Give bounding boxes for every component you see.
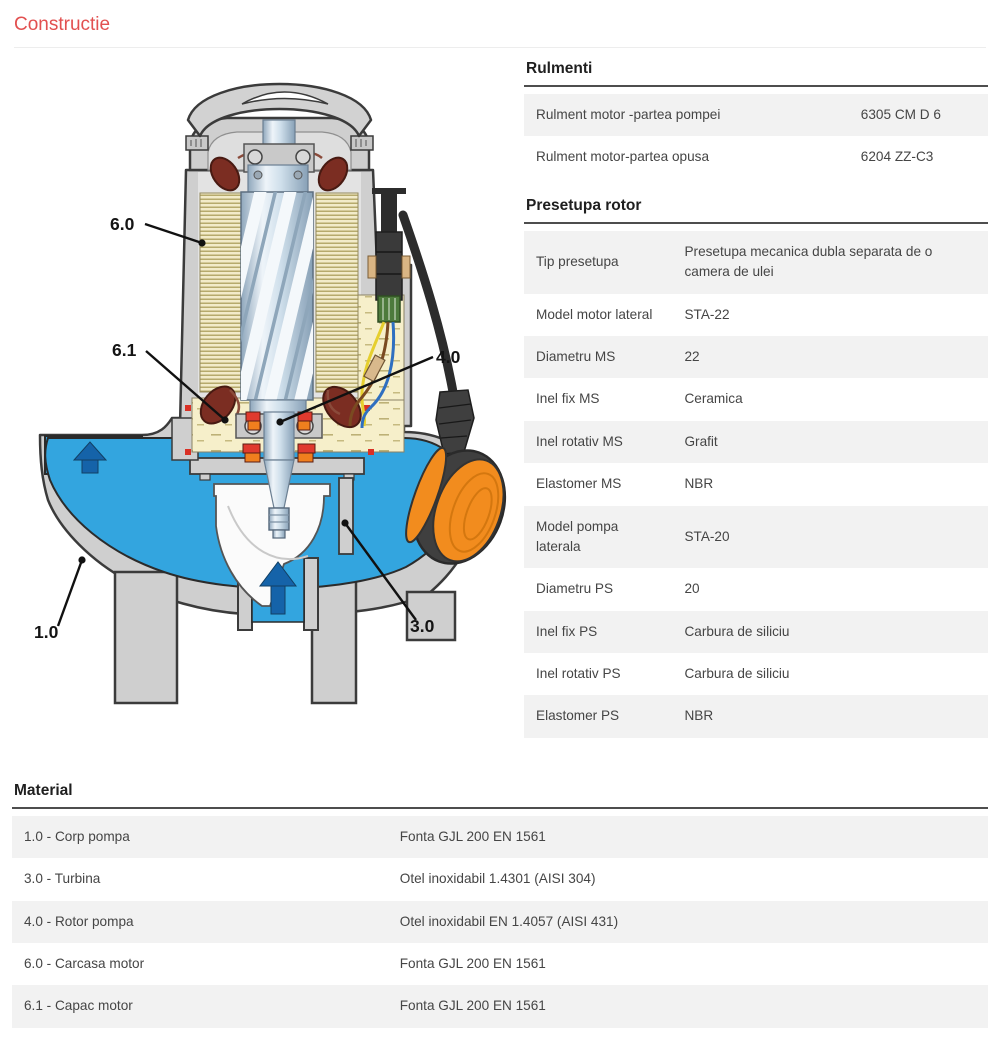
- table-row: [524, 336, 988, 378]
- part-label-6-1: 6.1: [112, 340, 137, 360]
- table-row: [524, 611, 988, 653]
- table-row: [524, 94, 988, 136]
- table-row: [524, 568, 988, 610]
- spec-label: 4.0 - Rotor pompa: [24, 913, 134, 929]
- table-row: [524, 294, 988, 336]
- spec-value: Otel inoxidabil EN 1.4057 (AISI 431): [399, 913, 619, 929]
- rulmenti-section: [524, 60, 988, 179]
- spec-label: 6.0 - Carcasa motor: [24, 956, 145, 972]
- table-row: [12, 943, 988, 985]
- pump-cross-section-diagram: [12, 60, 512, 708]
- spec-label: Model pompa laterala: [536, 518, 619, 554]
- spec-value: NBR: [684, 476, 714, 492]
- presetupa-table: [524, 231, 988, 738]
- part-label-6-0: 6.0: [110, 214, 135, 234]
- spec-value: Grafit: [684, 433, 718, 449]
- table-row: [524, 231, 988, 294]
- material-section: [12, 782, 988, 1028]
- rulmenti-title: Rulmenti: [524, 60, 988, 87]
- float-switch: [396, 215, 512, 577]
- spec-value: Presetupa mecanica dubla separata de o camera de ulei: [684, 243, 933, 280]
- spec-value: NBR: [684, 708, 714, 724]
- spec-value: Fonta GJL 200 EN 1561: [399, 828, 546, 844]
- table-row: [524, 653, 988, 695]
- spec-label: Inel rotativ PS: [536, 666, 621, 682]
- spec-tables-column: [514, 60, 988, 756]
- part-label-4-0: 4.0: [436, 347, 461, 367]
- spec-value: Carbura de siliciu: [684, 623, 790, 639]
- spec-label: Elastomer PS: [536, 708, 620, 724]
- stator-winding-left: [200, 193, 242, 392]
- spec-label: Inel fix MS: [536, 391, 600, 407]
- spec-label: Diametru MS: [536, 348, 616, 364]
- table-row: [524, 695, 988, 737]
- spec-value: Otel inoxidabil 1.4301 (AISI 304): [399, 871, 596, 887]
- table-row: [524, 378, 988, 420]
- spec-value: 6204 ZZ-C3: [860, 149, 934, 165]
- pump-diagram-container: [12, 60, 514, 756]
- spec-label: Diametru PS: [536, 581, 614, 597]
- volute-rib: [339, 478, 353, 554]
- spec-value: Fonta GJL 200 EN 1561: [399, 956, 546, 972]
- part-label-1-0: 1.0: [34, 622, 59, 642]
- table-row: [524, 506, 988, 569]
- spec-label: 3.0 - Turbina: [24, 871, 101, 887]
- cap-bolt-left: [186, 136, 208, 150]
- spec-label: Inel rotativ MS: [536, 433, 623, 449]
- spec-label: Rulment motor-partea opusa: [536, 149, 710, 165]
- spec-value: Carbura de siliciu: [684, 666, 790, 682]
- spec-label: Inel fix PS: [536, 623, 598, 639]
- spec-value: 22: [684, 348, 700, 364]
- rulmenti-table: [524, 94, 988, 179]
- spec-value: STA-22: [684, 306, 730, 322]
- spec-label: Model motor lateral: [536, 306, 653, 322]
- cap-bolt-right: [351, 136, 373, 150]
- part-label-3-0: 3.0: [410, 616, 435, 636]
- presetupa-section: [524, 197, 988, 738]
- spec-label: Elastomer MS: [536, 476, 622, 492]
- spec-label: 6.1 - Capac motor: [24, 998, 133, 1014]
- table-row: [12, 901, 988, 943]
- table-row: [524, 421, 988, 463]
- material-title: Material: [12, 782, 988, 809]
- spec-label: Rulment motor -partea pompei: [536, 107, 721, 122]
- spec-value: STA-20: [684, 528, 730, 544]
- table-row: [12, 858, 988, 900]
- material-table: [12, 816, 988, 1028]
- top-section: [12, 60, 988, 756]
- spec-value: Fonta GJL 200 EN 1561: [399, 998, 546, 1014]
- spec-value: 6305 CM D 6: [860, 107, 941, 122]
- presetupa-title: Presetupa rotor: [524, 197, 988, 224]
- spec-label: 1.0 - Corp pompa: [24, 828, 130, 844]
- spec-value: Ceramica: [684, 391, 743, 407]
- table-row: [524, 463, 988, 505]
- spec-value: 20: [684, 581, 700, 597]
- stator-winding-right: [316, 193, 358, 392]
- spec-label: Tip presetupa: [536, 253, 619, 269]
- table-row: [524, 136, 988, 178]
- pump-foot-left: [115, 572, 177, 703]
- table-row: [12, 985, 988, 1027]
- page-title: Constructie: [14, 14, 986, 48]
- diffuser-tab-left: [200, 474, 210, 480]
- table-row: [12, 816, 988, 858]
